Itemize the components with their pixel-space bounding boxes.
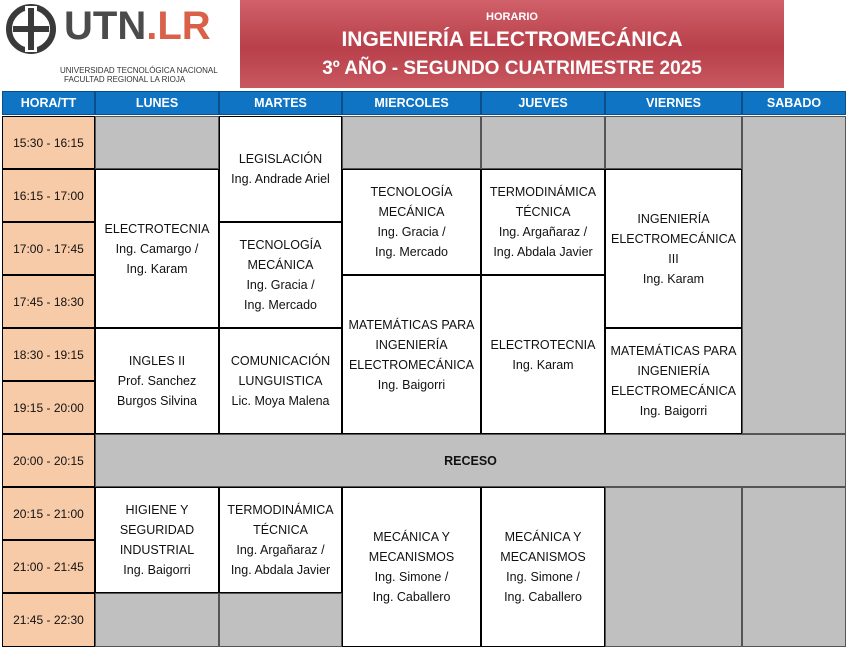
empty-slot [95, 593, 219, 647]
empty-slot [95, 116, 219, 169]
class-termodinamica-jueves: TERMODINÁMICA TÉCNICA Ing. Argañaraz / Ing. Abdala Javier [481, 169, 605, 275]
banner-career: INGENIERÍA ELECTROMECÁNICA [341, 28, 683, 51]
col-header-sabado: SABADO [742, 91, 846, 115]
empty-slot [605, 116, 742, 169]
utn-emblem-icon [4, 2, 58, 56]
logo-faculty: FACULTAD REGIONAL LA RIOJA [64, 75, 186, 84]
time-slot: 15:30 - 16:15 [2, 116, 95, 169]
col-header-lunes: LUNES [95, 91, 219, 115]
class-ingles: INGLES II Prof. Sanchez Burgos Silvina [95, 328, 219, 434]
banner-label: HORARIO [486, 11, 538, 23]
time-slot: 21:45 - 22:30 [2, 593, 95, 647]
class-tecnologia-miercoles: TECNOLOGÍA MECÁNICA Ing. Gracia / Ing. Mercado [342, 169, 481, 275]
title-banner [240, 0, 784, 88]
empty-slot [342, 116, 481, 169]
class-electrotecnia-jueves: ELECTROTECNIA Ing. Karam [481, 275, 605, 434]
class-matematicas-viernes: MATEMÁTICAS PARA INGENIERÍA ELECTROMECÁNICA Ing. Baigorri [605, 328, 742, 434]
empty-slot-sabado [742, 116, 846, 434]
class-mecanica-jueves: MECÁNICA Y MECANISMOS Ing. Simone / Ing. Caballero [481, 487, 605, 647]
time-slot: 17:45 - 18:30 [2, 275, 95, 328]
class-ing-electromecanica: INGENIERÍA ELECTROMECÁNICA III Ing. Karam [605, 169, 742, 328]
class-mecanica-miercoles: MECÁNICA Y MECANISMOS Ing. Simone / Ing. Caballero [342, 487, 481, 647]
time-slot: 20:15 - 21:00 [2, 487, 95, 540]
time-slot: 18:30 - 19:15 [2, 328, 95, 381]
receso-band: RECESO [95, 434, 846, 487]
class-matematicas-miercoles: MATEMÁTICAS PARA INGENIERÍA ELECTROMECÁNICA Ing. Baigorri [342, 275, 481, 434]
class-termodinamica-martes: TERMODINÁMICA TÉCNICA Ing. Argañaraz / Ing. Abdala Javier [219, 487, 342, 593]
banner-period: 3º AÑO - SEGUNDO CUATRIMESTRE 2025 [322, 58, 702, 79]
empty-slot [605, 487, 742, 647]
time-slot: 17:00 - 17:45 [2, 222, 95, 275]
schedule-grid [2, 91, 846, 647]
logo-wordmark: UTN.LR [64, 4, 211, 48]
time-slot: 21:00 - 21:45 [2, 540, 95, 593]
class-tecnologia-martes: TECNOLOGÍA MECÁNICA Ing. Gracia / Ing. Mercado [219, 222, 342, 328]
empty-slot [219, 593, 342, 647]
col-header-viernes: VIERNES [605, 91, 742, 115]
empty-slot [481, 116, 605, 169]
logo-university: UNIVERSIDAD TECNOLÓGICA NACIONAL [60, 66, 218, 75]
time-slot: 20:00 - 20:15 [2, 434, 95, 487]
class-comunicacion: COMUNICACIÓN LUNGUISTICA Lic. Moya Malena [219, 328, 342, 434]
time-slot: 16:15 - 17:00 [2, 169, 95, 222]
class-legislacion: LEGISLACIÓN Ing. Andrade Ariel [219, 116, 342, 222]
class-electrotecnia-lunes: ELECTROTECNIA Ing. Camargo / Ing. Karam [95, 169, 219, 328]
col-header-hora: HORA/TT [2, 91, 95, 115]
class-higiene: HIGIENE Y SEGURIDAD INDUSTRIAL Ing. Baigorri [95, 487, 219, 593]
col-header-jueves: JUEVES [481, 91, 605, 115]
time-slot: 19:15 - 20:00 [2, 381, 95, 434]
col-header-martes: MARTES [219, 91, 342, 115]
empty-slot-sabado [742, 487, 846, 647]
col-header-miercoles: MIERCOLES [342, 91, 481, 115]
utn-logo [4, 2, 224, 86]
